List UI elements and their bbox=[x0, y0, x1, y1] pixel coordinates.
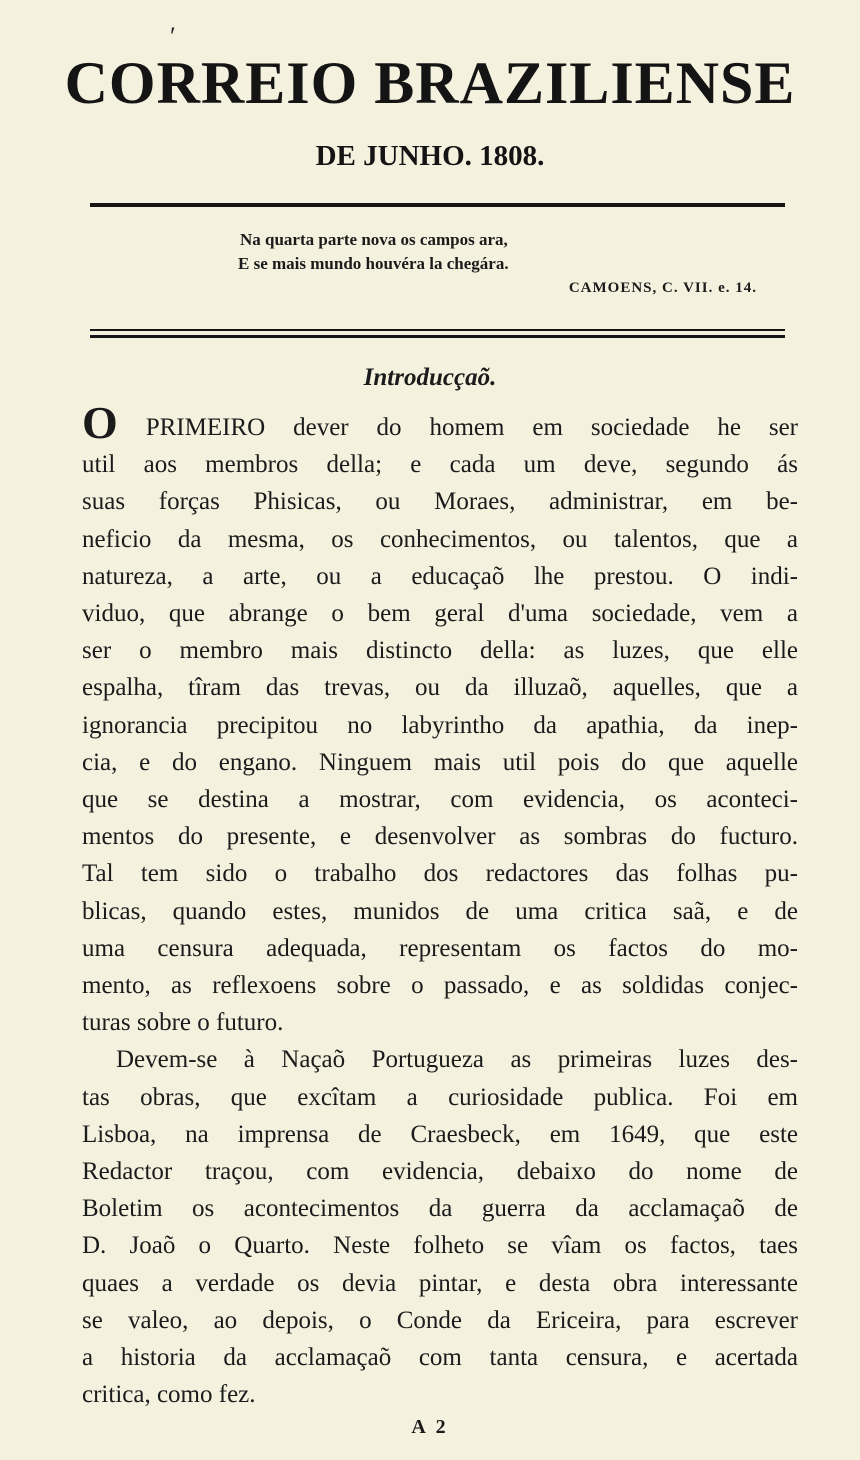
double-rule-top bbox=[90, 329, 785, 331]
paragraph-1-line: Tal tem sido o trabalho dos redactores das folhas pu- bbox=[82, 860, 798, 888]
paragraph-1-line: ser o membro mais distincto della: as luzes, que elle bbox=[82, 637, 798, 665]
epigraph-line-1: Na quarta parte nova os campos ara, bbox=[240, 230, 508, 249]
paragraph-1-line: que se destina a mostrar, com evidencia, os aconteci- bbox=[82, 786, 798, 814]
paragraph-1-line: cia, e do engano. Ninguem mais util pois do que aquelle bbox=[82, 748, 798, 776]
drop-cap: O bbox=[82, 397, 118, 448]
paragraph-1-line: blicas, quando estes, munidos de uma critica saã, e de bbox=[82, 897, 798, 925]
paragraph-2-line: Devem-se à Naçaõ Portugueza as primeiras luzes des- bbox=[116, 1046, 798, 1074]
paragraph-2-line: se valeo, ao depois, o Conde da Ericeira, para escrever bbox=[82, 1306, 798, 1334]
dateline: DE JUNHO. 1808. bbox=[315, 140, 545, 172]
ink-mark: ′ bbox=[170, 22, 176, 51]
paragraph-1-line: mentos do presente, e desenvolver as sombras do fucturo. bbox=[82, 823, 798, 851]
epigraph bbox=[90, 228, 785, 300]
section-title: Introducçaõ. bbox=[363, 364, 497, 391]
paragraph-1-line: espalha, tîram das trevas, ou da illuzaõ, aquelles, que a bbox=[82, 674, 798, 702]
paragraph-2-line: quaes a verdade os devia pintar, e desta obra interessante bbox=[82, 1269, 798, 1297]
paragraph-1-line: neficio da mesma, os conhecimentos, ou talentos, que a bbox=[82, 525, 798, 553]
epigraph-line-2: E se mais mundo houvéra la chegára. bbox=[238, 254, 509, 273]
paragraph-2-line: a historia da acclamaçaõ com tanta censura, e acertada bbox=[82, 1344, 798, 1372]
paragraph-2-line: D. Joaõ o Quarto. Neste folheto se vîam os factos, taes bbox=[82, 1232, 798, 1260]
paragraph-1-line: util aos membros della; e cada um deve, segundo ás bbox=[82, 451, 798, 479]
masthead-title: CORREIO BRAZILIENSE bbox=[64, 50, 796, 116]
paragraph-2-line: Lisboa, na imprensa de Craesbeck, em 1649, que este bbox=[82, 1120, 798, 1148]
paragraph-1-line: viduo, que abrange o bem geral d'uma sociedade, vem a bbox=[82, 600, 798, 628]
paragraph-1-line: suas forças Phisicas, ou Moraes, administrar, em be- bbox=[82, 488, 798, 516]
paragraph-2-line: Redactor traçou, com evidencia, debaixo do nome de bbox=[82, 1158, 798, 1186]
paragraph-2-line: critica, como fez. bbox=[82, 1381, 256, 1409]
paragraph-1-line: turas sobre o futuro. bbox=[82, 1009, 284, 1037]
paragraph-1-line: natureza, a arte, ou a educaçaõ lhe prestou. O indi- bbox=[82, 562, 798, 590]
paragraph-1-line: O PRIMEIRO dever do homem em sociedade he ser bbox=[82, 397, 799, 448]
paragraph-1-line: ignorancia precipitou no labyrintho da apathia, da inep- bbox=[82, 711, 798, 739]
paragraph-2-line: tas obras, que excîtam a curiosidade publica. Foi em bbox=[82, 1083, 798, 1111]
paragraph-2-line: Boletim os acontecimentos da guerra da acclamaçaõ de bbox=[82, 1195, 798, 1223]
page-signature: A 2 bbox=[411, 1416, 449, 1438]
article-body bbox=[82, 397, 799, 1413]
top-rule bbox=[90, 203, 785, 207]
double-rule-bottom bbox=[90, 335, 785, 338]
epigraph-citation: CAMOENS, C. VII. e. 14. bbox=[568, 280, 757, 296]
paragraph-1-line: mento, as reflexoens sobre o passado, e as soldidas conjec- bbox=[82, 972, 798, 1000]
paragraph-1-line: uma censura adequada, representam os factos do mo- bbox=[82, 934, 798, 962]
